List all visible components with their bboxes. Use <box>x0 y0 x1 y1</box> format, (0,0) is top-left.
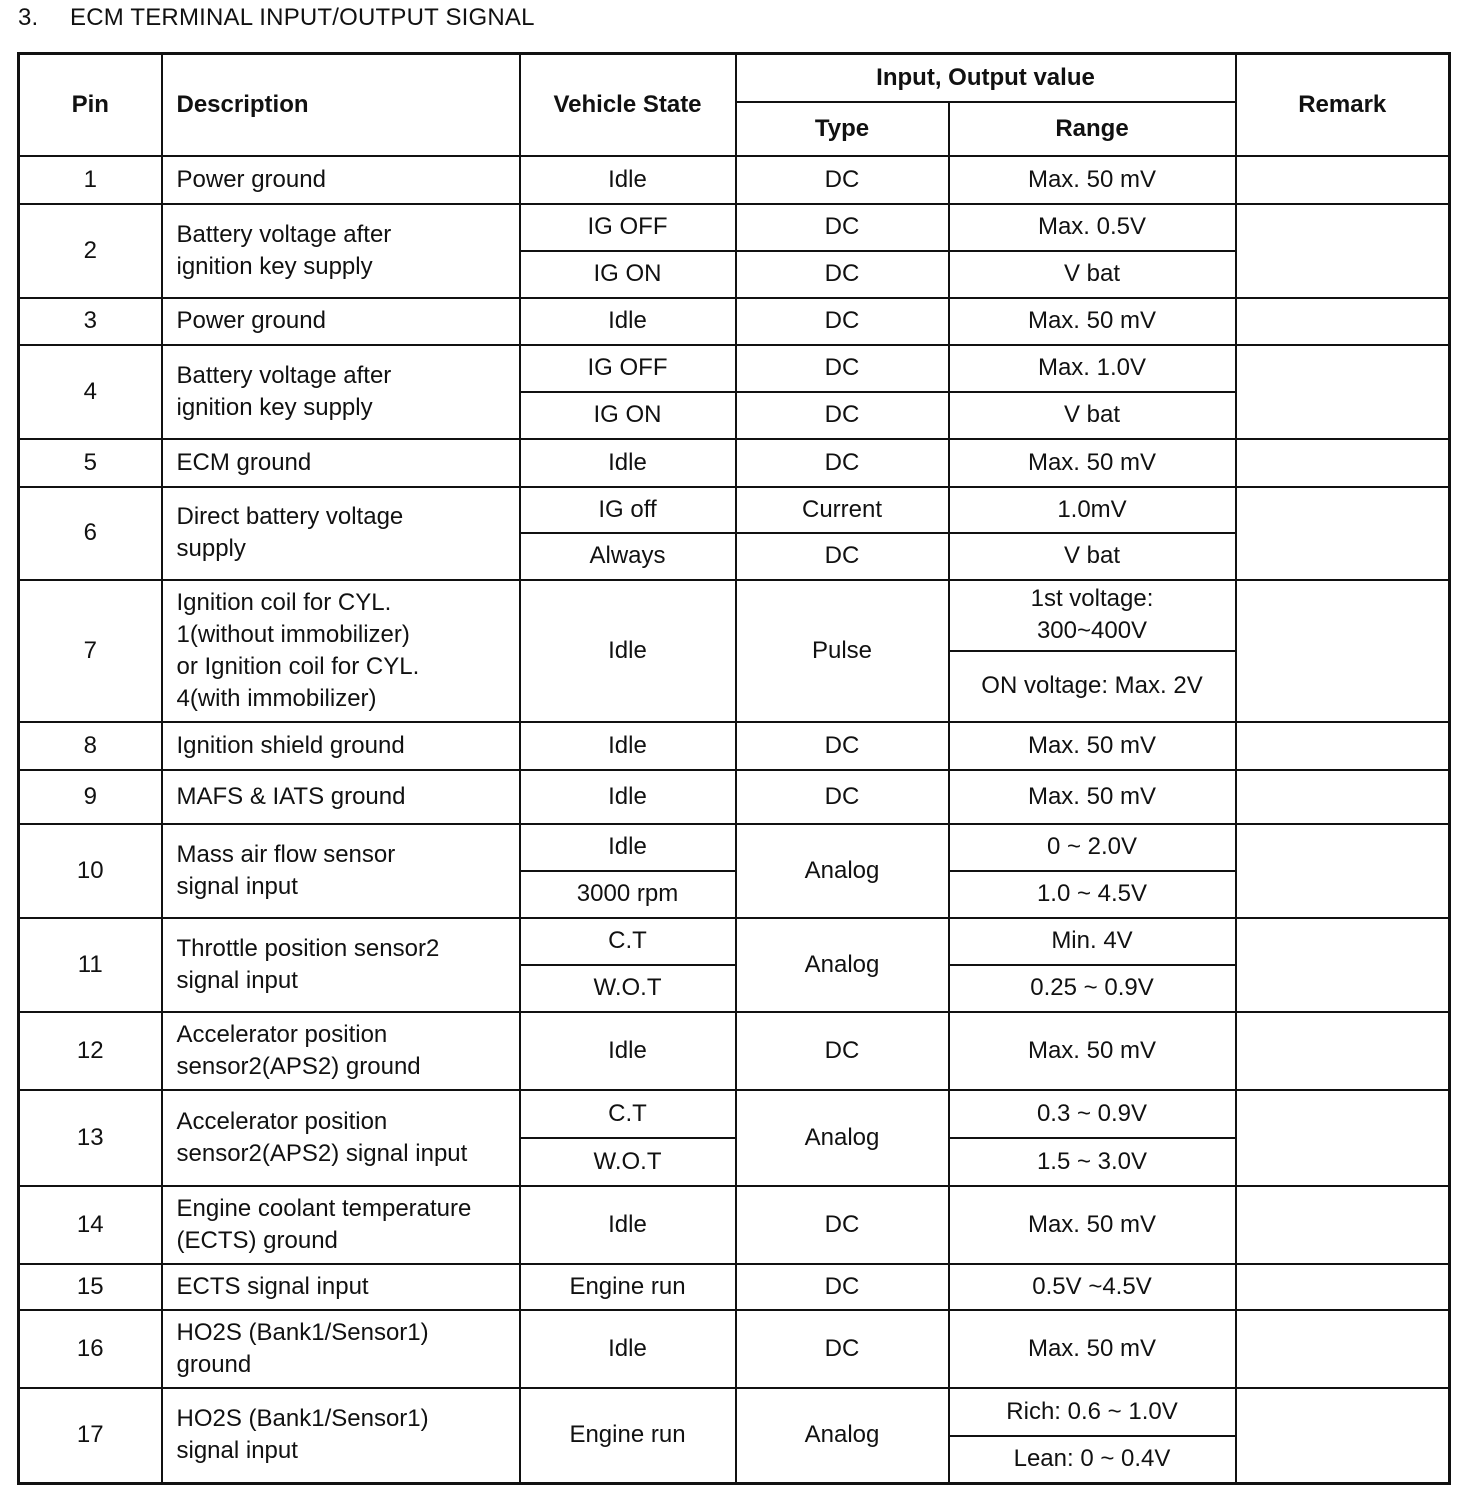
pin-cell-text: 10 <box>76 856 104 884</box>
ecm-signal-table <box>17 52 1451 1485</box>
type-cell-text: DC <box>824 1210 860 1238</box>
type-cell <box>736 439 949 487</box>
pin-cell <box>19 1264 162 1310</box>
description-cell <box>162 770 520 824</box>
type-cell-text: DC <box>824 1334 860 1362</box>
range-cell-text: Max. 0.5V <box>1037 213 1147 240</box>
vehicle-state-cell-text: IG OFF <box>587 354 668 381</box>
remark-cell <box>1236 1012 1450 1090</box>
range-cell-text: V bat <box>1063 401 1121 428</box>
description-cell-text: HO2S (Bank1/Sensor1) <box>176 1318 429 1346</box>
type-cell <box>736 770 949 824</box>
range-cell <box>949 824 1236 871</box>
vehicle-state-cell-text: IG OFF <box>587 213 668 240</box>
table-row <box>19 345 1450 392</box>
description-cell-text: ECM ground <box>176 448 312 476</box>
range-cell <box>949 1310 1236 1388</box>
pin-cell-text: 12 <box>76 1036 104 1064</box>
type-cell <box>736 533 949 580</box>
vehicle-state-cell <box>520 1186 736 1264</box>
description-cell <box>162 1310 520 1388</box>
table-row <box>19 439 1450 487</box>
range-cell-text: 0.25 ~ 0.9V <box>1030 974 1154 1001</box>
table-row <box>19 722 1450 770</box>
description-cell-text: signal input <box>176 872 298 900</box>
description-cell-text: ECTS signal input <box>176 1272 369 1300</box>
pin-cell <box>19 1388 162 1484</box>
vehicle-state-cell-text: Engine run <box>569 1272 686 1300</box>
vehicle-state-cell <box>520 439 736 487</box>
range-cell-text: 1.5 ~ 3.0V <box>1036 1147 1148 1175</box>
vehicle-state-cell <box>520 722 736 770</box>
description-cell <box>162 824 520 918</box>
description-cell <box>162 156 520 204</box>
remark-cell <box>1236 1388 1450 1484</box>
vehicle-state-cell-text: IG ON <box>593 260 662 287</box>
range-cell-text: V bat <box>1063 542 1121 570</box>
range-cell-text: Max. 50 mV <box>1027 307 1157 334</box>
vehicle-state-cell-text: C.T <box>608 927 647 954</box>
vehicle-state-cell-text: IG off <box>598 495 657 523</box>
table-row <box>19 1264 1450 1310</box>
vehicle-state-cell-text: Idle <box>608 1210 647 1238</box>
pin-cell-text: 11 <box>77 950 103 978</box>
table-row <box>19 770 1450 824</box>
type-cell <box>736 1388 949 1484</box>
header-pin: Pin <box>19 54 162 156</box>
remark-cell <box>1236 722 1450 770</box>
vehicle-state-cell-text: Idle <box>608 731 647 759</box>
range-cell-text: 1.0mV <box>1057 495 1127 523</box>
description-cell-text: Power ground <box>176 165 326 193</box>
table-row <box>19 1186 1450 1264</box>
description-cell-text: supply <box>176 535 246 562</box>
table-row <box>19 918 1450 965</box>
range-cell-text: Max. 50 mV <box>1027 448 1157 476</box>
range-cell <box>949 1436 1236 1484</box>
range-cell <box>949 651 1236 722</box>
pin-cell-text: 1 <box>83 165 97 193</box>
description-cell-text: (ECTS) ground <box>176 1226 338 1254</box>
vehicle-state-cell-text: Idle <box>608 833 647 860</box>
description-cell-text: ignition key supply <box>176 252 373 280</box>
range-cell-text: V bat <box>1063 260 1121 287</box>
type-cell-text: DC <box>824 307 860 334</box>
description-cell <box>162 1388 520 1484</box>
pin-cell-text: 17 <box>76 1421 104 1449</box>
type-cell <box>736 156 949 204</box>
vehicle-state-cell <box>520 1090 736 1138</box>
type-cell <box>736 580 949 722</box>
vehicle-state-cell <box>520 871 736 918</box>
range-cell <box>949 1186 1236 1264</box>
type-cell-text: DC <box>824 448 860 476</box>
table-row <box>19 298 1450 345</box>
section-title: ECM TERMINAL INPUT/OUTPUT SIGNAL <box>70 4 535 31</box>
pin-cell <box>19 1310 162 1388</box>
pin-cell-text: 4 <box>83 377 97 405</box>
section-number: 3. <box>18 4 39 31</box>
remark-cell <box>1236 770 1450 824</box>
vehicle-state-cell <box>520 156 736 204</box>
header-type: Type <box>736 102 949 156</box>
pin-cell <box>19 204 162 298</box>
pin-cell <box>19 487 162 580</box>
vehicle-state-cell <box>520 824 736 871</box>
vehicle-state-cell-text: Idle <box>608 307 647 334</box>
range-cell-text: Max. 50 mV <box>1027 1210 1157 1238</box>
pin-cell-text: 5 <box>83 448 97 476</box>
description-cell-text: Accelerator position <box>176 1020 388 1048</box>
range-cell <box>949 918 1236 965</box>
vehicle-state-cell <box>520 1012 736 1090</box>
pin-cell-text: 3 <box>83 307 97 334</box>
vehicle-state-cell <box>520 533 736 580</box>
pin-cell-text: 2 <box>83 236 97 264</box>
vehicle-state-cell-text: 3000 rpm <box>576 880 679 907</box>
vehicle-state-cell-text: IG ON <box>593 401 662 428</box>
description-cell-text: HO2S (Bank1/Sensor1) <box>176 1405 429 1433</box>
description-cell <box>162 439 520 487</box>
vehicle-state-cell-text: C.T <box>608 1099 647 1127</box>
header-io-value: Input, Output value <box>736 54 1236 102</box>
type-cell <box>736 722 949 770</box>
range-cell <box>949 1138 1236 1186</box>
type-cell-text: DC <box>824 782 860 810</box>
description-cell-text: Ignition shield ground <box>176 731 405 759</box>
type-cell-text: Analog <box>804 950 880 978</box>
range-cell <box>949 1264 1236 1310</box>
pin-cell-text: 9 <box>83 782 97 810</box>
vehicle-state-cell <box>520 487 736 534</box>
vehicle-state-cell-text: Idle <box>608 782 647 810</box>
range-cell <box>949 439 1236 487</box>
pin-cell <box>19 439 162 487</box>
vehicle-state-cell-text: Idle <box>608 636 647 664</box>
range-cell-text: 1st voltage: <box>1030 585 1154 612</box>
remark-cell <box>1236 204 1450 298</box>
vehicle-state-cell-text: Idle <box>608 1334 647 1362</box>
pin-cell-text: 13 <box>76 1123 104 1151</box>
description-cell-text: Battery voltage after <box>176 220 392 248</box>
type-cell-text: DC <box>824 213 860 240</box>
header-remark: Remark <box>1236 54 1450 156</box>
description-cell-text: Accelerator position <box>176 1107 388 1135</box>
description-cell <box>162 1012 520 1090</box>
section-heading <box>18 4 535 32</box>
type-cell <box>736 1012 949 1090</box>
pin-cell-text: 8 <box>83 731 97 759</box>
range-cell-text: 0.3 ~ 0.9V <box>1036 1099 1148 1127</box>
vehicle-state-cell <box>520 770 736 824</box>
table-row <box>19 1388 1450 1436</box>
description-cell-text: Direct battery voltage <box>176 503 404 530</box>
table-row <box>19 156 1450 204</box>
vehicle-state-cell <box>520 392 736 439</box>
description-cell-text: Ignition coil for CYL. <box>176 588 392 616</box>
remark-cell <box>1236 156 1450 204</box>
description-cell-text: ground <box>176 1350 252 1378</box>
range-cell <box>949 204 1236 251</box>
description-cell-text: or Ignition coil for CYL. <box>176 652 420 680</box>
range-cell <box>949 965 1236 1012</box>
type-cell <box>736 824 949 918</box>
range-cell <box>949 345 1236 392</box>
range-cell-text: Max. 50 mV <box>1027 165 1157 193</box>
description-cell <box>162 204 520 298</box>
pin-cell <box>19 1186 162 1264</box>
pin-cell-text: 16 <box>76 1334 104 1362</box>
vehicle-state-cell <box>520 1388 736 1484</box>
type-cell <box>736 1090 949 1186</box>
range-cell <box>949 722 1236 770</box>
type-cell-text: Pulse <box>811 636 873 664</box>
type-cell-text: DC <box>824 401 860 428</box>
description-cell <box>162 1264 520 1310</box>
vehicle-state-cell <box>520 204 736 251</box>
range-cell-text: Min. 4V <box>1051 927 1133 954</box>
pin-cell <box>19 918 162 1012</box>
remark-cell <box>1236 487 1450 580</box>
description-cell-text: Mass air flow sensor <box>176 840 396 868</box>
description-cell <box>162 487 520 580</box>
vehicle-state-cell <box>520 580 736 722</box>
pin-cell-text: 15 <box>76 1272 104 1300</box>
pin-cell-text: 14 <box>76 1210 104 1238</box>
description-cell-text: Power ground <box>176 307 326 334</box>
description-cell-text: sensor2(APS2) signal input <box>176 1139 468 1167</box>
type-cell-text: DC <box>824 1036 860 1064</box>
type-cell-text: DC <box>824 165 860 193</box>
vehicle-state-cell-text: W.O.T <box>593 974 662 1001</box>
vehicle-state-cell <box>520 1310 736 1388</box>
pin-cell-text: 6 <box>83 519 97 546</box>
pin-cell <box>19 298 162 345</box>
table-row <box>19 580 1450 651</box>
type-cell-text: Current <box>801 495 883 523</box>
vehicle-state-cell-text: Idle <box>608 1036 647 1064</box>
vehicle-state-cell <box>520 251 736 298</box>
description-cell-text: MAFS & IATS ground <box>176 782 406 810</box>
type-cell <box>736 392 949 439</box>
pin-cell <box>19 722 162 770</box>
remark-cell <box>1236 918 1450 1012</box>
vehicle-state-cell-text: Idle <box>608 165 647 193</box>
remark-cell <box>1236 298 1450 345</box>
remark-cell <box>1236 824 1450 918</box>
vehicle-state-cell-text: Always <box>589 542 666 570</box>
description-cell <box>162 722 520 770</box>
type-cell <box>736 345 949 392</box>
range-cell <box>949 533 1236 580</box>
range-cell-text: Max. 50 mV <box>1027 1334 1157 1362</box>
remark-cell <box>1236 439 1450 487</box>
table-row <box>19 1090 1450 1138</box>
header-vehicle-state: Vehicle State <box>520 54 736 156</box>
range-cell <box>949 487 1236 534</box>
range-cell-text: 300~400V <box>1036 617 1148 644</box>
type-cell <box>736 204 949 251</box>
pin-cell-text: 7 <box>83 636 97 664</box>
description-cell <box>162 345 520 439</box>
range-cell <box>949 392 1236 439</box>
range-cell-text: 1.0 ~ 4.5V <box>1036 880 1148 907</box>
range-cell-text: 0.5V ~4.5V <box>1032 1272 1152 1300</box>
vehicle-state-cell <box>520 298 736 345</box>
vehicle-state-cell-text: W.O.T <box>593 1147 662 1175</box>
description-cell <box>162 918 520 1012</box>
range-cell <box>949 251 1236 298</box>
range-cell <box>949 1388 1236 1436</box>
pin-cell <box>19 156 162 204</box>
vehicle-state-cell <box>520 965 736 1012</box>
range-cell-text: Lean: 0 ~ 0.4V <box>1013 1445 1171 1473</box>
type-cell <box>736 918 949 1012</box>
table-row <box>19 1012 1450 1090</box>
range-cell-text: 0 ~ 2.0V <box>1046 833 1138 860</box>
pin-cell <box>19 1090 162 1186</box>
range-cell <box>949 580 1236 651</box>
type-cell-text: DC <box>824 1272 860 1300</box>
table-row <box>19 1310 1450 1388</box>
type-cell <box>736 298 949 345</box>
range-cell-text: Max. 50 mV <box>1027 731 1157 759</box>
type-cell-text: DC <box>824 731 860 759</box>
type-cell-text: DC <box>824 260 860 287</box>
vehicle-state-cell-text: Engine run <box>569 1421 686 1449</box>
type-cell <box>736 251 949 298</box>
range-cell-text: Rich: 0.6 ~ 1.0V <box>1006 1397 1178 1425</box>
remark-cell <box>1236 1310 1450 1388</box>
type-cell-text: Analog <box>804 1421 880 1449</box>
table-row <box>19 824 1450 871</box>
range-cell-text: Max. 50 mV <box>1027 1036 1157 1064</box>
description-cell-text: 4(with immobilizer) <box>176 684 377 712</box>
description-cell-text: ignition key supply <box>176 393 373 421</box>
vehicle-state-cell <box>520 1138 736 1186</box>
range-cell <box>949 298 1236 345</box>
description-cell-text: 1(without immobilizer) <box>176 620 410 648</box>
remark-cell <box>1236 1090 1450 1186</box>
type-cell <box>736 1186 949 1264</box>
type-cell-text: DC <box>824 542 860 570</box>
range-cell <box>949 1090 1236 1138</box>
pin-cell <box>19 345 162 439</box>
description-cell-text: Battery voltage after <box>176 361 392 389</box>
type-cell-text: DC <box>824 354 860 381</box>
vehicle-state-cell <box>520 345 736 392</box>
range-cell-text: ON voltage: Max. 2V <box>981 672 1203 699</box>
description-cell <box>162 580 520 722</box>
description-cell <box>162 298 520 345</box>
type-cell <box>736 1310 949 1388</box>
header-range: Range <box>949 102 1236 156</box>
header-description: Description <box>162 54 520 156</box>
description-cell-text: sensor2(APS2) ground <box>176 1052 421 1080</box>
remark-cell <box>1236 345 1450 439</box>
description-cell-text: Throttle position sensor2 <box>176 934 440 962</box>
type-cell <box>736 1264 949 1310</box>
pin-cell <box>19 770 162 824</box>
description-cell <box>162 1090 520 1186</box>
type-cell <box>736 487 949 534</box>
description-cell-text: signal input <box>176 966 298 994</box>
description-cell-text: signal input <box>176 1437 298 1465</box>
remark-cell <box>1236 580 1450 722</box>
table-row <box>19 204 1450 251</box>
range-cell <box>949 156 1236 204</box>
range-cell <box>949 1012 1236 1090</box>
vehicle-state-cell <box>520 918 736 965</box>
range-cell-text: Max. 50 mV <box>1027 782 1157 810</box>
range-cell-text: Max. 1.0V <box>1037 354 1147 381</box>
pin-cell <box>19 580 162 722</box>
pin-cell <box>19 1012 162 1090</box>
remark-cell <box>1236 1264 1450 1310</box>
range-cell <box>949 871 1236 918</box>
range-cell <box>949 770 1236 824</box>
table-row <box>19 487 1450 534</box>
description-cell <box>162 1186 520 1264</box>
type-cell-text: Analog <box>804 856 880 884</box>
description-cell-text: Engine coolant temperature <box>176 1194 472 1222</box>
pin-cell <box>19 824 162 918</box>
vehicle-state-cell-text: Idle <box>608 448 647 476</box>
type-cell-text: Analog <box>804 1123 880 1151</box>
vehicle-state-cell <box>520 1264 736 1310</box>
remark-cell <box>1236 1186 1450 1264</box>
